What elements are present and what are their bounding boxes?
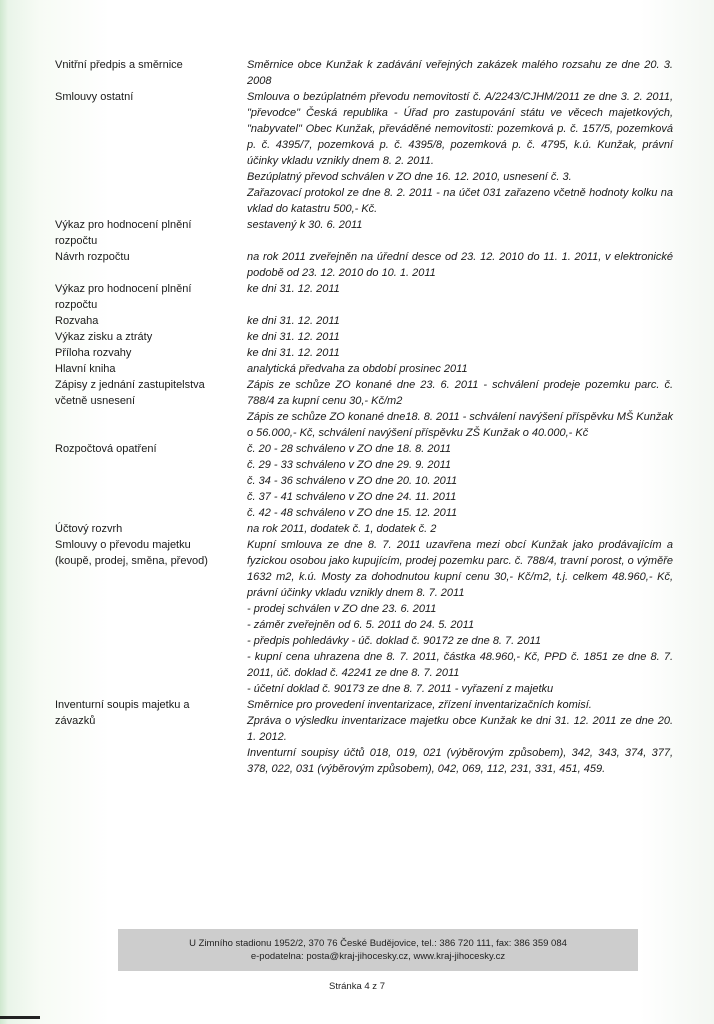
- record-label: Zápisy z jednání zastupitelstva včetně usnesení: [55, 379, 205, 407]
- record-paragraph: Zpráva o výsledku inventarizace majetku obce Kunžak ke dni 31. 12. 2011 ze dne 20. 1. 2012.: [247, 715, 673, 743]
- record-label: Vnitřní předpis a směrnice: [55, 59, 183, 71]
- record-value: [247, 521, 673, 537]
- record-row: [55, 249, 675, 281]
- footer-address: U Zimního stadionu 1952/2, 370 76 České Budějovice, tel.: 386 720 111, fax: 386 359 084: [189, 938, 567, 949]
- record-paragraph: ke dni 31. 12. 2011: [247, 331, 340, 343]
- record-row: [55, 537, 675, 697]
- record-paragraph: Zařazovací protokol ze dne 8. 2. 2011 - na účet 031 zařazeno včetně hodnoty kolku na vklad do katastru 500,- Kč.: [247, 187, 673, 215]
- record-paragraph: Smlouva o bezúplatném převodu nemovitostí č. A/2243/CJHM/2011 ze dne 3. 2. 2011, "převodce" Česká republika - Úřad pro zastupování státu ve věcech majetkových, "nabyvatel" Obec Kunžak, převáděné nemovitosti: pozemková p. č. 157/5, pozemková p. č. 4395/7, pozemková p. č. 4395/8, pozemková p. č. 4795, k.ú. Kunžak, právní účinky vkladu vznikly dnem 8. 2. 2011.: [247, 91, 673, 167]
- record-paragraph: analytická předvaha za období prosinec 2011: [247, 363, 468, 375]
- record-row: [55, 441, 675, 521]
- record-paragraph: na rok 2011, dodatek č. 1, dodatek č. 2: [247, 523, 437, 535]
- record-value: [247, 313, 673, 329]
- record-value: [247, 281, 673, 297]
- record-row: [55, 361, 675, 377]
- record-paragraph: - záměr zveřejněn od 6. 5. 2011 do 24. 5. 2011: [247, 619, 475, 631]
- record-paragraph: Zápis ze schůze ZO konané dne 23. 6. 2011 - schválení prodeje pozemku parc. č. 788/4 za kupní cenu 30,- Kč/m2: [247, 379, 673, 407]
- record-paragraph: sestavený k 30. 6. 2011: [247, 219, 363, 231]
- record-row: [55, 57, 675, 89]
- record-label: Výkaz pro hodnocení plnění rozpočtu: [55, 219, 192, 247]
- record-value: [247, 217, 673, 233]
- record-label: Výkaz zisku a ztráty: [55, 331, 153, 343]
- record-paragraph: - předpis pohledávky - úč. doklad č. 90172 ze dne 8. 7. 2011: [247, 635, 541, 647]
- record-paragraph: ke dni 31. 12. 2011: [247, 347, 340, 359]
- record-paragraph: - účetní doklad č. 90173 ze dne 8. 7. 2011 - vyřazení z majetku: [247, 683, 554, 695]
- record-row: [55, 377, 675, 441]
- record-row: [55, 697, 675, 777]
- record-value: [247, 537, 673, 697]
- footer-band: [118, 929, 638, 971]
- record-value: [247, 697, 673, 777]
- record-label: Smlouvy ostatní: [55, 91, 134, 103]
- record-paragraph: Směrnice obce Kunžak k zadávání veřejných zakázek malého rozsahu ze dne 20. 3. 2008: [247, 59, 673, 87]
- record-row: [55, 89, 675, 217]
- record-label: Rozvaha: [55, 315, 99, 327]
- record-paragraph: Zápis ze schůze ZO konané dne18. 8. 2011 - schválení navýšení příspěvku MŠ Kunžak o 56.000,- Kč, schválení navýšení příspěvku ZŠ Kunžak o 40.000,- Kč: [247, 411, 673, 439]
- record-paragraph: Bezúplatný převod schválen v ZO dne 16. 12. 2010, usnesení č. 3.: [247, 171, 572, 183]
- record-label: Účtový rozvrh: [55, 523, 123, 535]
- record-value: [247, 57, 673, 89]
- scan-mark: [0, 1016, 40, 1019]
- record-value: [247, 441, 673, 521]
- record-value: [247, 329, 673, 345]
- scan-edge: [0, 0, 8, 1024]
- record-label: Rozpočtová opatření: [55, 443, 157, 455]
- record-row: [55, 521, 675, 537]
- record-paragraph: č. 34 - 36 schváleno v ZO dne 20. 10. 2011: [247, 475, 458, 487]
- record-label: Inventurní soupis majetku a závazků: [55, 699, 190, 727]
- record-paragraph: na rok 2011 zveřejněn na úřední desce od 23. 12. 2010 do 11. 1. 2011, v elektronické podobě od 23. 12. 2010 do 10. 1. 2011: [247, 251, 673, 279]
- record-paragraph: č. 37 - 41 schváleno v ZO dne 24. 11. 2011: [247, 491, 457, 503]
- record-label: Hlavní kniha: [55, 363, 116, 375]
- footer-contact: e-podatelna: posta@kraj-jihocesky.cz, www.kraj-jihocesky.cz: [250, 951, 506, 962]
- record-paragraph: ke dni 31. 12. 2011: [247, 315, 340, 327]
- record-paragraph: - prodej schválen v ZO dne 23. 6. 2011: [247, 603, 437, 615]
- page-number: Stránka 4 z 7: [329, 981, 385, 992]
- record-value: [247, 361, 673, 377]
- record-paragraph: Kupní smlouva ze dne 8. 7. 2011 uzavřena mezi obcí Kunžak jako prodávajícím a fyzickou osobou jako kupujícím, prodej pozemku parc. č. 788/4, travní porost, o výměře 1632 m2, k.ú. Mosty za dohodnutou kupní cenu 30,- Kč/m2, t.j. celkem 48.960,- Kč, právní účinky vkladu vznikly dnem 8. 7. 2011: [247, 539, 673, 599]
- record-row: [55, 281, 675, 313]
- record-row: [55, 329, 675, 345]
- record-label: Příloha rozvahy: [55, 347, 132, 359]
- record-value: [247, 249, 673, 281]
- record-label: Smlouvy o převodu majetku (koupě, prodej, směna, převod): [55, 539, 208, 567]
- record-value: [247, 377, 673, 441]
- record-label: Výkaz pro hodnocení plnění rozpočtu: [55, 283, 192, 311]
- record-value: [247, 345, 673, 361]
- record-paragraph: ke dni 31. 12. 2011: [247, 283, 340, 295]
- record-row: [55, 345, 675, 361]
- record-paragraph: - kupní cena uhrazena dne 8. 7. 2011, částka 48.960,- Kč, PPD č. 1851 ze dne 8. 7. 2011, úč. doklad č. 42241 ze dne 8. 7. 2011: [247, 651, 673, 679]
- record-paragraph: č. 20 - 28 schváleno v ZO dne 18. 8. 2011: [247, 443, 452, 455]
- record-paragraph: č. 29 - 33 schváleno v ZO dne 29. 9. 2011: [247, 459, 452, 471]
- record-paragraph: č. 42 - 48 schváleno v ZO dne 15. 12. 2011: [247, 507, 458, 519]
- record-paragraph: Směrnice pro provedení inventarizace, zřízení inventarizačních komisí.: [247, 699, 592, 711]
- record-value: [247, 89, 673, 217]
- record-row: [55, 313, 675, 329]
- record-label: Návrh rozpočtu: [55, 251, 130, 263]
- record-row: [55, 217, 675, 249]
- record-table: [55, 57, 675, 777]
- record-paragraph: Inventurní soupisy účtů 018, 019, 021 (výběrovým způsobem), 342, 343, 374, 377, 378, 022, 031 (výběrovým způsobem), 042, 069, 112, 231, 331, 451, 459.: [247, 747, 673, 775]
